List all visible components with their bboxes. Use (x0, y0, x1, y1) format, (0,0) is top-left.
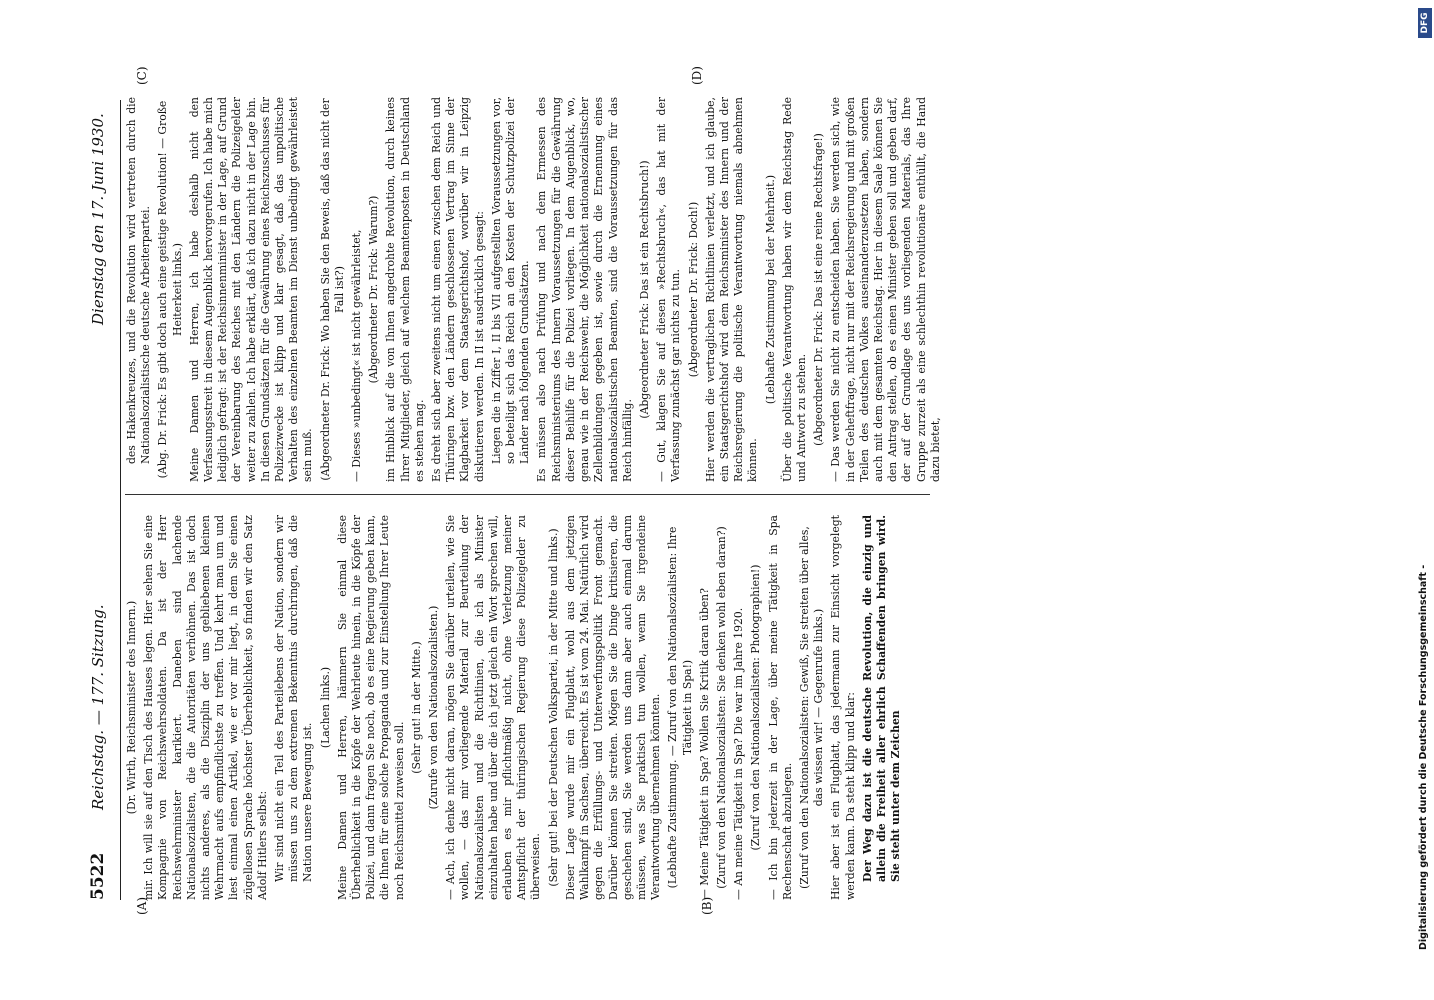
margin-marker-c: (C) (135, 66, 149, 85)
digitization-credit: Digitalisierung gefördert durch die Deutsche Forschungsgemeinschaft - (1418, 564, 1429, 950)
dfg-logo: DFG (1418, 8, 1432, 38)
left-column (125, 515, 906, 900)
interjection: (Sehr gut! in der Mitte.) (409, 641, 423, 774)
right-column (125, 97, 946, 482)
column-divider (125, 494, 930, 495)
interjection: (Abgeordneter Frick: Das ist ein Rechtsbruch!) (637, 160, 651, 419)
page-header (80, 100, 121, 900)
paragraph: Meine Damen und Herren, ich habe deshalb nicht den Verfassungsstreit in diesem Augenblick hervorgerufen. Ich habe mich lediglich gefragt: ist der Reichsinnenminister in der Lage, auf Grund der Vereinbarung des Reiches mit den Ländern die Polizeigelder weiter zu zahlen. Ich habe erklärt, daß ich dazu nicht in der Lage bin. In diesen Grundsätzen für die Gewährung eines Reichszuschusses für Polizeizwecke ist klipp und klar gesagt, daß das unpolitische Verhalten des einzelnen Beamten im Dienst unbedingt gewährleistet sein muß. (187, 97, 315, 482)
paragraph: — Das werden Sie nicht zu entscheiden haben. Sie werden sich, wie in der Geheftfrage, nicht nur mit der Reichsregierung und mit großen Teilen des deutschen Volkes auseinanderzusetzen haben, sondern auch mit dem gesamten Reichstag. Hier in diesem Saale können Sie den Antrag stellen, ob es einen Minister geben soll und geben darf, der auf der Grundlage des uns vorliegenden Materials, das Ihre Gruppe zurzeit als eine schlechthin revolutionäre enthüllt, die Hand dazu bietet, (829, 97, 942, 482)
paragraph: Über die politische Verantwortung haben wir dem Reichstag Rede und Antwort zu stehen. (780, 97, 808, 482)
paragraph: im Hinblick auf die von Ihnen angedrohte Revolution, durch keines Ihrer Mitglieder, gleich auf welchem Beamtenposten in Deutschland es stehen mag. (384, 97, 426, 482)
paragraph: Hier aber ist ein Flugblatt, das jedermann zur Einsicht vorgelegt werden kann. Da steht klipp und klar: (829, 515, 857, 900)
paragraph: Es dreht sich aber zweitens nicht um einen zwischen dem Reich und Thüringen bzw. den Ländern geschlossenen Vertrag im Sinne der Klagbarkeit vor dem Staatsgerichtshof, worüber wir in Leipzig diskutieren werden. In II ist ausdrücklich gesagt: (430, 97, 486, 482)
paragraph: mir. Ich will sie auf den Tisch des Hauses legen. Hier sehen Sie eine Kompagnie von Reichswehrsoldaten. Da ist der Herr Reichswehrminister karikiert. Daneben sind lachende Nationalsozialisten, die die Autoritäten verhöhnen. Das ist doch nichts anderes, als die Disziplin der uns gebliebenen kleinen Wehrmacht aufs empfindlichste zu treffen. Und kehrt man um und liest einmal einen Artikel, wie er vor mir liegt, in dem Sie einen zügellosen Sprache höchster Überheblichkeit, so finden wir den Satz Adolf Hitlers selbst: (142, 515, 269, 900)
paragraph: Hier werden die vertraglichen Richtlinien verletzt, und ich glaube, ein Staatsgerichtshof wird dem Reichsminister des Innern und der Reichsregierung die politische Verantwortung niemals abnehmen können. (703, 97, 760, 482)
interjection: (Abgeordneter Dr. Frick: Doch!) (686, 201, 700, 378)
paragraph: (Dr. Wirth, Reichsminister des Innern.) (125, 600, 138, 815)
interjection: (Abg. Dr. Frick: Es gibt doch auch eine geistige Revolution! — Große Heiterkeit links.) (156, 100, 184, 479)
quote: Der Weg dazu ist die deutsche Revolution, die einzig und allein die Freiheit aller ehrlich Schaffenden bringen wird. Sie steht unter dem Zeichen (860, 515, 903, 882)
interjection: (Zurufe von den Nationalsozialisten.) (427, 605, 441, 810)
paragraph: Dieser Lage wurde mir ein Flugblatt, wohl aus dem jetzigen Wahlkampf in Sachsen, überreicht. Es ist vom 24. Mai. Natürlich wird gegen die Erfüllungs- und Unterwerfungspolitik Front gemacht. Darüber können Sie streiten. Mögen Sie die Dinge kritisieren, die geschehen sind, Sie werden uns dann aber auch einmal darum müssen, was Sie praktisch tun wollen, wenn Sie irgendeine Verantwortung übernehmen könnten. (563, 515, 663, 900)
interjection: (Sehr gut! bei der Deutschen Volkspartei, in der Mitte und links.) (546, 528, 560, 887)
quote: Wir sind nicht ein Teil des Parteilebens der Nation, sondern wir müssen uns zu dem extremen Bekenntnis durchringen, daß die Nation unsere Bewegung ist. (273, 515, 315, 882)
interjection: (Zuruf von den Nationalsozialisten: Photographien!) (749, 564, 763, 851)
interjection: (Abgeordneter Dr. Frick: Wo haben Sie den Beweis, daß das nicht der Fall ist?) (318, 98, 346, 481)
paragraph: — Gut, klagen Sie auf diesen »Rechtsbruch«, das hat mit der Verfassung zunächst gar nichts zu tun. (655, 97, 683, 482)
interjection: (Zuruf von den Nationalsozialisten: Sie denken wohl eben daran?) (714, 526, 728, 889)
paragraph: — Ach, ich denke nicht daran, mögen Sie darüber urteilen, wie Sie wollen, — das mir vorliegende Material zur Beurteilung der Nationalsozialisten und die Richtlinien, die ich als Minister einzuhalten habe und über die ich jetzt gleich ein Wort sprechen will, erlauben es mir pflichtmäßig nicht, ohne Verletzung meiner Amtspflicht der thüringischen Regierung diese Polizeigelder zu überweisen. (444, 515, 543, 900)
paragraph: — An meine Tätigkeit in Spa? Die war im Jahre 1920. (732, 607, 746, 900)
interjection: (Lebhafte Zustimmung. — Zuruf von den Nationalsozialisten: Ihre Tätigkeit in Spa!) (666, 526, 694, 889)
quote: des Hakenkreuzes, und die Revolution wird vertreten durch die Nationalsozialistische deutsche Arbeiterpartei. (125, 97, 153, 464)
interjection: (Lebhafte Zustimmung bei der Mehrheit.) (763, 174, 777, 405)
session-title: Reichstag. — 177. Sitzung. (89, 604, 107, 810)
margin-marker-a: (A) (135, 896, 149, 915)
interjection: (Lachen links.) (318, 666, 332, 749)
margin-marker-d: (D) (690, 66, 704, 85)
margin-marker-b: (B) (700, 896, 714, 915)
interjection: (Zuruf von den Nationalsozialisten: Gewiß, Sie streiten über alles, das wissen wir! — Gegenrufe links.) (797, 526, 826, 889)
interjection: (Abgeordneter Dr. Frick: Warum?) (367, 195, 381, 384)
paragraph: Meine Damen und Herren, hämmern Sie einmal diese Überheblichkeit in die Köpfe der Wehrleute hinein, in die Köpfe der Polizei, und dann fragen Sie noch, ob es eine Regierung geben kann, die Ihnen für eine solche Propaganda und zur Einstellung Ihrer Leute noch Reichsmittel zuweisen soll. (335, 515, 406, 900)
paragraph: — Meine Tätigkeit in Spa? Wollen Sie Kritik daran üben? (697, 588, 711, 900)
page-number: 5522 (88, 852, 108, 900)
paragraph: Es müssen also nach Prüfung und nach dem Ermessen des Reichsministeriums des Innern Voraussetzungen für die Gewährung dieser Beihilfe für die Polizei vorliegen. In dem Augenblick, wo, genau wie in der Reichswehr, die Möglichkeit nationalsozialistischer Zellenbildungen gegeben ist, sowie durch die Ernennung eines nationalsozialistischen Beamten, sind die Voraussetzungen für das Reich hinfällig. (535, 97, 634, 482)
session-date: Dienstag den 17. Juni 1930. (89, 113, 107, 325)
paragraph: — Dieses »unbedingt« ist nicht gewährleistet, (350, 229, 364, 482)
paragraph: — Ich bin jederzeit in der Lage, über meine Tätigkeit in Spa Rechenschaft abzulegen. (766, 515, 794, 900)
quote: Liegen die in Ziffer I, II bis VII aufgestellten Voraussetzungen vor, so beteiligt sich das Reich an den Kosten der Schutzpolizei der Länder nach folgenden Grundsätzen. (489, 97, 532, 464)
interjection: (Abgeordneter Dr. Frick: Das ist eine reine Rechtsfrage!) (812, 133, 826, 446)
